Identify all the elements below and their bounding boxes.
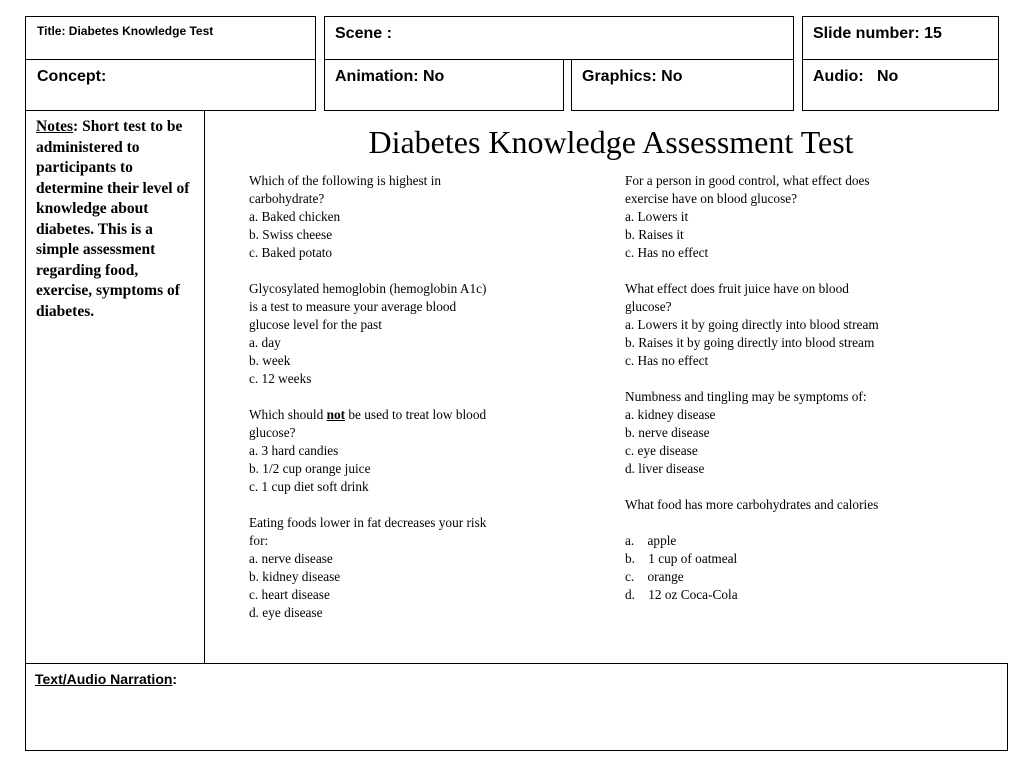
answer-option: b. nerve disease xyxy=(625,425,710,440)
animation-label: Animation: No xyxy=(335,68,445,85)
title-box xyxy=(25,16,316,60)
answer-option: c. orange xyxy=(625,569,684,584)
question-3-emphasis: not xyxy=(326,407,346,422)
question-line: glucose level for the past xyxy=(249,317,382,332)
question-3-post: be used to treat low blood xyxy=(345,407,487,422)
notes-body: : Short test to be administered to participants to determine their level of knowledge about diabetes. This is a simple assessment regarding food, exercise, symptoms of diabetes. xyxy=(36,118,190,320)
notes-text xyxy=(36,117,196,322)
question-3 xyxy=(249,406,579,496)
graphics-label: Graphics: No xyxy=(582,68,683,85)
slide-title: Diabetes Knowledge Assessment Test xyxy=(368,124,854,160)
question-line: glucose? xyxy=(625,299,672,314)
narration-label xyxy=(35,671,177,687)
answer-option: d. eye disease xyxy=(249,605,323,620)
right-question-column xyxy=(625,172,955,622)
question-8-options xyxy=(625,532,955,604)
question-line: What food has more carbohydrates and calories xyxy=(625,497,879,512)
question-line: Glycosylated hemoglobin (hemoglobin A1c) xyxy=(249,281,487,296)
answer-option: a. apple xyxy=(625,533,677,548)
question-1 xyxy=(249,172,579,262)
answer-option: d. liver disease xyxy=(625,461,705,476)
question-5 xyxy=(625,172,955,262)
question-line: exercise have on blood glucose? xyxy=(625,191,798,206)
narration-label-colon: : xyxy=(172,671,178,687)
question-line: for: xyxy=(249,533,269,548)
answer-option: b. Raises it by going directly into blood stream xyxy=(625,335,875,350)
answer-option: a. nerve disease xyxy=(249,551,333,566)
answer-option: c. 1 cup diet soft drink xyxy=(249,479,369,494)
answer-option: a. 3 hard candies xyxy=(249,443,339,458)
question-4 xyxy=(249,514,579,622)
answer-option: a. Lowers it by going directly into blood stream xyxy=(625,317,879,332)
audio-box xyxy=(802,59,999,111)
answer-option: c. Baked potato xyxy=(249,245,333,260)
title-label: Title: Diabetes Knowledge Test xyxy=(37,24,214,38)
question-line: glucose? xyxy=(249,425,296,440)
narration-label-text: Text/Audio Narration xyxy=(35,671,173,687)
left-question-column xyxy=(249,172,579,640)
question-line xyxy=(249,406,579,424)
concept-label: Concept: xyxy=(37,68,107,85)
slide-number-box xyxy=(802,16,999,60)
answer-option: b. 1/2 cup orange juice xyxy=(249,461,371,476)
question-8 xyxy=(625,496,955,514)
question-line: carbohydrate? xyxy=(249,191,325,206)
animation-box xyxy=(324,59,564,111)
question-line: is a test to measure your average blood xyxy=(249,299,457,314)
answer-option: c. eye disease xyxy=(625,443,698,458)
answer-option: c. heart disease xyxy=(249,587,330,602)
question-line: Eating foods lower in fat decreases your risk xyxy=(249,515,487,530)
answer-option: a. day xyxy=(249,335,281,350)
answer-option: b. 1 cup of oatmeal xyxy=(625,551,738,566)
question-line: For a person in good control, what effect does xyxy=(625,173,870,188)
audio-label: Audio: No xyxy=(813,68,899,85)
answer-option: c. 12 weeks xyxy=(249,371,312,386)
answer-option: a. Baked chicken xyxy=(249,209,341,224)
question-2 xyxy=(249,280,579,388)
question-7 xyxy=(625,388,955,478)
answer-option: c. Has no effect xyxy=(625,353,709,368)
answer-option: a. kidney disease xyxy=(625,407,716,422)
question-line: Which of the following is highest in xyxy=(249,173,442,188)
concept-box xyxy=(25,59,316,111)
answer-option: b. Swiss cheese xyxy=(249,227,333,242)
graphics-box xyxy=(571,59,794,111)
answer-option: b. Raises it xyxy=(625,227,684,242)
question-3-pre: Which should xyxy=(249,407,327,422)
answer-option: c. Has no effect xyxy=(625,245,709,260)
question-6 xyxy=(625,280,955,370)
answer-option: b. kidney disease xyxy=(249,569,341,584)
notes-label: Notes xyxy=(36,118,74,135)
question-line: What effect does fruit juice have on blood xyxy=(625,281,849,296)
answer-option: a. Lowers it xyxy=(625,209,689,224)
scene-box xyxy=(324,16,794,60)
scene-label: Scene : xyxy=(335,25,392,42)
question-line: Numbness and tingling may be symptoms of: xyxy=(625,389,867,404)
answer-option: d. 12 oz Coca-Cola xyxy=(625,587,738,602)
answer-option: b. week xyxy=(249,353,291,368)
slide-number-label: Slide number: 15 xyxy=(813,25,942,42)
